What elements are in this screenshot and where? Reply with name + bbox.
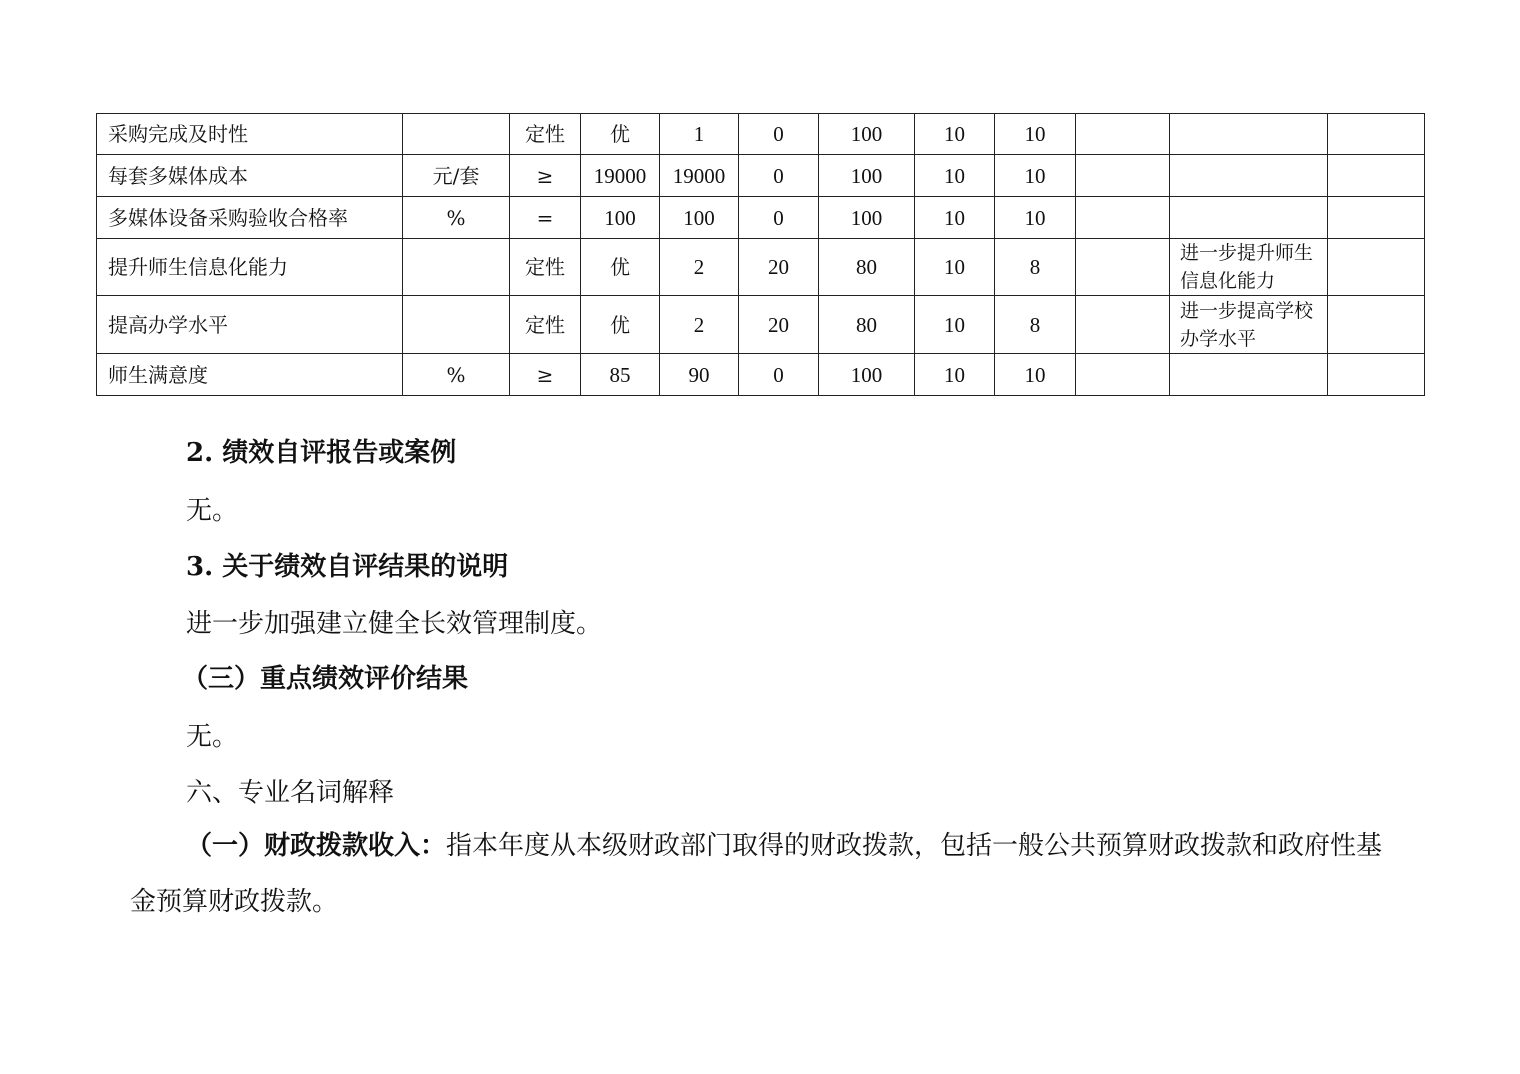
table-row [97,114,1425,155]
table-cell-c10 [1076,296,1170,354]
table-cell-c8: 10 [915,155,995,197]
table-cell-c10 [1076,239,1170,296]
table-row [97,354,1425,396]
table-cell-target: 优 [581,114,660,155]
table-cell-c8: 10 [915,296,995,354]
table-cell-unit [403,239,510,296]
table-cell-actual: 100 [660,197,739,239]
table-cell-c7: 80 [819,239,915,296]
table-cell-target: 优 [581,239,660,296]
table-cell-c6: 0 [739,354,819,396]
table-cell-c6: 0 [739,114,819,155]
table-cell-remark [1170,354,1328,396]
table-cell-c9: 10 [995,354,1076,396]
section-heading-glossary: 六、专业名词解释 [186,778,395,808]
section-heading-2: 2. 绩效自评报告或案例 [186,438,457,468]
table-cell-c8: 10 [915,239,995,296]
table-cell-target: 85 [581,354,660,396]
table-cell-op: = [510,197,581,239]
table-cell-c12 [1328,296,1425,354]
table-cell-remark [1170,114,1328,155]
table-cell-name: 提高办学水平 [97,296,403,354]
table-cell-actual: 90 [660,354,739,396]
table-cell-c9: 8 [995,296,1076,354]
table-cell-name: 多媒体设备采购验收合格率 [97,197,403,239]
table-cell-c9: 10 [995,155,1076,197]
table-cell-c6: 20 [739,239,819,296]
section-heading-3: 3. 关于绩效自评结果的说明 [186,552,509,582]
table-cell-c8: 10 [915,354,995,396]
table-cell-c7: 80 [819,296,915,354]
table-cell-unit [403,114,510,155]
table-cell-op: 定性 [510,239,581,296]
table-cell-op: ≥ [510,155,581,197]
table-cell-c9: 10 [995,114,1076,155]
table-cell-c12 [1328,114,1425,155]
table-cell-target: 优 [581,296,660,354]
performance-indicator-table [96,113,1425,396]
table-cell-unit [403,296,510,354]
table-cell-c9: 10 [995,197,1076,239]
table-cell-remark: 进一步提升师生信息化能力 [1170,239,1328,296]
table-cell-op: ≥ [510,354,581,396]
table-cell-unit: % [403,354,510,396]
table-cell-c6: 0 [739,197,819,239]
table-cell-name: 采购完成及时性 [97,114,403,155]
glossary-definition-1 [130,818,1400,930]
table-cell-c7: 100 [819,354,915,396]
table-cell-c10 [1076,354,1170,396]
table-cell-c7: 100 [819,197,915,239]
table-cell-target: 100 [581,197,660,239]
table-cell-actual: 19000 [660,155,739,197]
table-cell-unit: % [403,197,510,239]
table-cell-c6: 0 [739,155,819,197]
section-heading-key-evaluation: （三）重点绩效评价结果 [182,664,469,694]
table-cell-c10 [1076,155,1170,197]
table-cell-name: 师生满意度 [97,354,403,396]
table-cell-name: 每套多媒体成本 [97,155,403,197]
table-row [97,197,1425,239]
table-cell-c8: 10 [915,197,995,239]
table-cell-unit: 元/套 [403,155,510,197]
section-body-3: 进一步加强建立健全长效管理制度。 [186,609,603,639]
table-cell-c9: 8 [995,239,1076,296]
glossary-term: （一）财政拨款收入： [186,831,447,861]
table-cell-c12 [1328,197,1425,239]
table-row [97,296,1425,354]
table-cell-c12 [1328,155,1425,197]
table-cell-c7: 100 [819,114,915,155]
table-cell-op: 定性 [510,296,581,354]
glossary-text: 指本年度从本级财政部门取得的财政拨款，包括一般公共预算财政拨款和政府性基金预算财政拨款。 [130,831,1383,917]
table-cell-op: 定性 [510,114,581,155]
table-cell-c6: 20 [739,296,819,354]
table-row [97,155,1425,197]
table-cell-actual: 1 [660,114,739,155]
table-cell-target: 19000 [581,155,660,197]
table-cell-c12 [1328,239,1425,296]
table-cell-c12 [1328,354,1425,396]
table-cell-name: 提升师生信息化能力 [97,239,403,296]
section-body-key-evaluation: 无。 [186,722,239,752]
table-cell-c10 [1076,114,1170,155]
table-cell-actual: 2 [660,296,739,354]
table-cell-c7: 100 [819,155,915,197]
table-cell-c10 [1076,197,1170,239]
table-cell-actual: 2 [660,239,739,296]
table-cell-remark [1170,197,1328,239]
table-row [97,239,1425,296]
table-cell-remark [1170,155,1328,197]
table-cell-remark: 进一步提高学校办学水平 [1170,296,1328,354]
table-cell-c8: 10 [915,114,995,155]
section-body-2: 无。 [186,496,239,526]
